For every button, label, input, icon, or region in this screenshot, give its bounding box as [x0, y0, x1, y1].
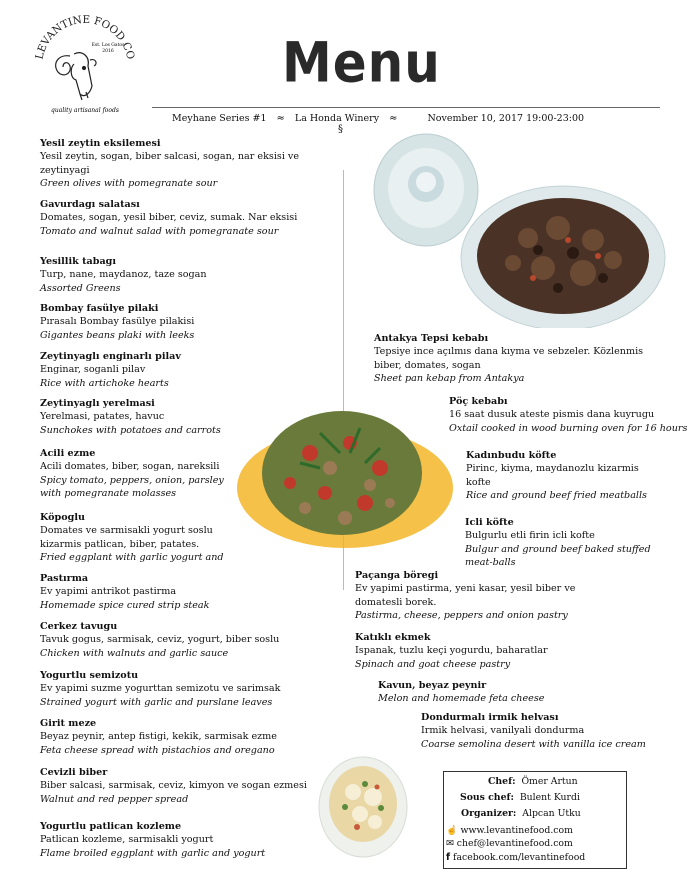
dish-english: Gigantes beans plaki with leeks — [40, 329, 195, 341]
menu-item — [449, 395, 689, 435]
dish-english: Assorted Greens — [40, 282, 121, 294]
acili-ezme-photo — [230, 393, 455, 563]
staff-info-box — [443, 771, 627, 869]
dish-english: Rice with artichoke hearts — [40, 377, 169, 389]
sous-chef-name: Bulent Kurdi — [519, 792, 580, 803]
logo-bottom-text: quality artisanal foods — [51, 107, 119, 114]
event-subline — [172, 113, 584, 124]
dish-english: Strained yogurt with garlic and purslane leaves — [40, 696, 273, 708]
menu-item — [40, 766, 340, 806]
series-label: Meyhane Series #1 — [172, 113, 267, 124]
dish-name: Kavun, beyaz peynir — [378, 680, 487, 691]
dish-name: Paçanga böregi — [355, 570, 439, 581]
dish-english: Pastirma, cheese, peppers and onion pastry — [355, 610, 568, 622]
email-link[interactable]: chef@levantinefood.com — [456, 838, 573, 849]
menu-item — [40, 669, 340, 709]
menu-item — [40, 511, 245, 565]
sous-chef-line — [460, 792, 580, 803]
organizer-line — [461, 808, 581, 819]
dish-name: Katıklı ekmek — [355, 632, 431, 643]
dish-name: Zeytinyaglı yerelmasi — [40, 398, 155, 409]
pointer-hand-icon: ☝ — [446, 825, 458, 836]
dish-desc: Yesil zeytin, sogan, biber salcasi, sogan, nar eksisi ve zeytinyagi — [40, 151, 300, 176]
dish-desc: Patlican kozleme, sarmisakli yogurt — [40, 834, 214, 846]
tepsi-kebab-photo — [368, 128, 668, 328]
facebook-link[interactable]: facebook.com/levantinefood — [453, 852, 586, 863]
menu-item — [421, 711, 681, 751]
menu-item — [40, 137, 310, 191]
dish-english: Feta cheese spread with pistachios and oregano — [40, 744, 275, 756]
chef-label: Chef: — [488, 776, 516, 787]
brand-logo — [30, 8, 140, 118]
logo-line2: 2016 — [102, 49, 114, 54]
dish-desc: Turp, nane, maydanoz, taze sogan — [40, 269, 207, 281]
dish-desc: Beyaz peynir, antep fistigi, kekik, sarmisak ezme — [40, 731, 277, 743]
menu-item — [374, 332, 664, 386]
dish-english: Melon and homemade feta cheese — [378, 693, 545, 705]
menu-item — [465, 516, 665, 570]
chef-name: Ömer Artun — [521, 776, 578, 787]
menu-item — [355, 569, 585, 623]
organizer-label: Organizer: — [461, 808, 517, 819]
dish-name: Kadınbudu köfte — [466, 450, 557, 461]
dish-name: Girit meze — [40, 718, 97, 729]
menu-item — [40, 255, 320, 295]
organizer-name: Alpcan Utku — [522, 808, 581, 819]
facebook-line[interactable] — [446, 852, 585, 863]
page-title: Menu — [282, 31, 441, 95]
menu-item — [40, 447, 235, 501]
dish-desc: Pirinc, kiyma, maydanozlu kizarmis kofte — [466, 463, 639, 488]
envelope-icon: ✉ — [446, 838, 454, 849]
email-line[interactable] — [446, 838, 573, 849]
dish-name: Zeytinyaglı enginarlı pilav — [40, 351, 181, 362]
menu-item — [40, 820, 340, 860]
dish-english: Tomato and walnut salad with pomegranate sour — [40, 225, 279, 237]
dish-name: Pöç kebabı — [449, 396, 508, 407]
dish-english: Fried eggplant with garlic yogurt and — [40, 552, 224, 564]
dish-english: Coarse semolina desert with vanilla ice cream — [421, 738, 646, 750]
chef-line — [488, 776, 578, 787]
dish-name: Cerkez tavugu — [40, 621, 118, 632]
separator-icon: ≈ — [389, 113, 398, 124]
dish-desc: 16 saat dusuk ateste pismis dana kuyrugu — [449, 409, 655, 421]
sous-chef-label: Sous chef: — [460, 792, 514, 803]
dish-english: Sheet pan kebap from Antakya — [374, 373, 525, 385]
dish-name: Köpoglu — [40, 512, 85, 523]
dish-name: Yogurtlu semizotu — [40, 670, 139, 681]
header-rule — [152, 107, 660, 108]
venue-label: La Honda Winery — [294, 113, 380, 124]
dish-name: Yesil zeytin eksilemesi — [40, 138, 161, 149]
dish-name: Gavurdagı salatası — [40, 199, 140, 210]
dish-desc: Tepsiye ince açılmıs dana kıyma ve sebzeler. Közlenmis biber, domates, sogan — [374, 346, 644, 371]
dish-name: Bombay fasülye pilaki — [40, 303, 159, 314]
dish-english: Green olives with pomegranate sour — [40, 178, 218, 190]
dish-name: Acili ezme — [40, 448, 96, 459]
menu-item — [378, 679, 638, 706]
dish-desc: Enginar, soganli pilav — [40, 364, 146, 376]
dish-desc: Yerelmasi, patates, havuc — [40, 411, 165, 423]
dish-english: Sunchokes with potatoes and carrots — [40, 424, 221, 436]
menu-item — [40, 572, 320, 612]
facebook-icon: f — [446, 852, 451, 863]
dish-name: Yogurtlu patlican kozleme — [40, 821, 182, 832]
dish-desc: Domates ve sarmisakli yogurt soslu kizarmis patlican, biber, patates. — [40, 525, 213, 550]
dish-desc: Biber salcasi, sarmisak, ceviz, kimyon ve sogan ezmesi — [40, 780, 307, 792]
dish-english: Homemade spice cured strip steak — [40, 599, 210, 611]
flourish-icon: § — [338, 124, 343, 135]
dish-english: Rice and ground beef fried meatballs — [466, 490, 647, 502]
dish-desc: Tavuk gogus, sarmisak, ceviz, yogurt, biber soslu — [40, 634, 280, 646]
menu-item — [40, 302, 320, 342]
dish-desc: Pırasalı Bombay fasülye pilakisi — [40, 316, 195, 328]
dish-name: Cevizli biber — [40, 767, 108, 778]
menu-item — [355, 631, 615, 671]
menu-item — [40, 717, 340, 757]
menu-item — [40, 620, 340, 660]
dish-desc: Acili domates, biber, sogan, nareksili — [40, 461, 220, 473]
dish-english: Flame broiled eggplant with garlic and yogurt — [40, 847, 266, 859]
dish-name: Icli köfte — [465, 517, 514, 528]
dish-english: Spinach and goat cheese pastry — [355, 658, 511, 670]
logo-arc-text: LEVANTINE FOOD CO — [33, 13, 137, 61]
dish-desc: Ev yapimi suzme yogurttan semizotu ve sarimsak — [40, 683, 281, 695]
dish-desc: Ispanak, tuzlu keçi yogurdu, baharatlar — [355, 645, 548, 657]
dish-english: Chicken with walnuts and garlic sauce — [40, 647, 229, 659]
dish-english: Oxtail cooked in wood burning oven for 16 hours — [449, 422, 688, 434]
website-link[interactable]: www.levantinefood.com — [460, 825, 573, 836]
dish-name: Pastırma — [40, 573, 89, 584]
ram-icon — [56, 53, 96, 100]
dish-english: Bulgur and ground beef baked stuffed meat-balls — [465, 543, 651, 569]
dish-name: Antakya Tepsi kebabı — [374, 333, 489, 344]
event-date: November 10, 2017 19:00-23:00 — [427, 113, 585, 124]
dish-desc: Bulgurlu etli firin icli kofte — [465, 530, 595, 542]
website-line[interactable] — [446, 825, 573, 836]
menu-item — [40, 350, 320, 390]
menu-item — [466, 449, 666, 503]
dish-desc: Ev yapimi pastirma, yeni kasar, yesil biber ve domatesli borek. — [355, 583, 576, 608]
separator-icon: ≈ — [276, 113, 285, 124]
dish-desc: Irmik helvasi, vanilyali dondurma — [421, 725, 585, 737]
dish-english: Spicy tomato, peppers, onion, parsley with pomegranate molasses — [40, 474, 224, 500]
dish-desc: Domates, sogan, yesil biber, ceviz, sumak. Nar eksisi — [40, 212, 298, 224]
logo-line1: Est. Los Gatos — [91, 43, 125, 48]
dish-desc: Ev yapimi antrikot pastirma — [40, 586, 177, 598]
dish-english: Walnut and red pepper spread — [40, 793, 189, 805]
dish-name: Yesillik tabagı — [40, 256, 117, 267]
menu-item — [40, 198, 320, 238]
dish-name: Dondurmalı irmik helvası — [421, 712, 559, 723]
pacanga-borek-photo — [315, 752, 410, 862]
